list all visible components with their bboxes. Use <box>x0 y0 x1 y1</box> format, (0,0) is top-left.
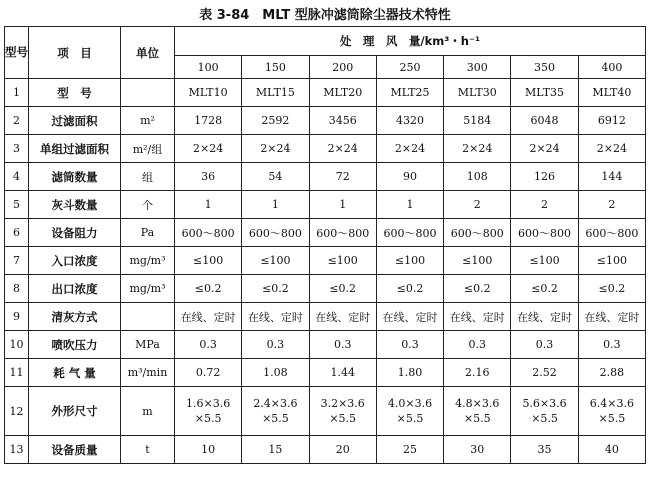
row-number: 13 <box>5 436 29 464</box>
row-value: 36 <box>175 163 242 191</box>
row-unit: Pa <box>121 219 175 247</box>
table-row <box>5 135 646 163</box>
row-value: 600～800 <box>242 219 309 247</box>
row-value: MLT25 <box>376 79 443 107</box>
table-row <box>5 219 646 247</box>
row-value: ≤0.2 <box>309 275 376 303</box>
row-value: 在线、定时 <box>309 303 376 331</box>
row-item: 单组过滤面积 <box>29 135 121 163</box>
row-item: 型 号 <box>29 79 121 107</box>
row-value: 0.3 <box>444 331 511 359</box>
row-value: MLT30 <box>444 79 511 107</box>
row-item: 滤筒数量 <box>29 163 121 191</box>
header-unit: 单位 <box>121 27 175 79</box>
table-title: 表 3-84 MLT 型脉冲滤筒除尘器技术特性 <box>199 8 451 23</box>
row-value: 0.3 <box>376 331 443 359</box>
row-number: 2 <box>5 107 29 135</box>
table-row <box>5 275 646 303</box>
row-unit: t <box>121 436 175 464</box>
row-value: ≤100 <box>511 247 578 275</box>
row-item: 耗 气 量 <box>29 359 121 387</box>
row-value: ≤100 <box>444 247 511 275</box>
row-value: 600～800 <box>175 219 242 247</box>
row-value: 2×24 <box>376 135 443 163</box>
row-item: 设备质量 <box>29 436 121 464</box>
table-row <box>5 331 646 359</box>
row-value: ≤0.2 <box>578 275 645 303</box>
row-number: 5 <box>5 191 29 219</box>
row-value: MLT15 <box>242 79 309 107</box>
row-value: 2×24 <box>511 135 578 163</box>
row-value: 在线、定时 <box>578 303 645 331</box>
row-value: 2 <box>511 191 578 219</box>
row-value: 600～800 <box>578 219 645 247</box>
row-value: 1 <box>376 191 443 219</box>
row-value: 600～800 <box>376 219 443 247</box>
row-unit: m³/min <box>121 359 175 387</box>
row-value: 4.0×3.6 ×5.5 <box>376 387 443 436</box>
row-value: 在线、定时 <box>511 303 578 331</box>
row-value: 2×24 <box>242 135 309 163</box>
row-value: 40 <box>578 436 645 464</box>
row-item: 入口浓度 <box>29 247 121 275</box>
row-value: 126 <box>511 163 578 191</box>
row-value: 0.3 <box>175 331 242 359</box>
row-value: ≤100 <box>309 247 376 275</box>
row-value: 在线、定时 <box>376 303 443 331</box>
row-value: 54 <box>242 163 309 191</box>
row-value: 2.16 <box>444 359 511 387</box>
table-row <box>5 359 646 387</box>
header-airflow-value: 100 <box>175 56 242 79</box>
row-value: 2×24 <box>444 135 511 163</box>
row-value: ≤100 <box>376 247 443 275</box>
row-value: 0.72 <box>175 359 242 387</box>
row-value: 4.8×3.6 ×5.5 <box>444 387 511 436</box>
row-value: 2.88 <box>578 359 645 387</box>
header-airflow-value: 400 <box>578 56 645 79</box>
row-number: 4 <box>5 163 29 191</box>
row-number: 10 <box>5 331 29 359</box>
header-airflow-value: 250 <box>376 56 443 79</box>
header-airflow-value: 350 <box>511 56 578 79</box>
row-value: MLT40 <box>578 79 645 107</box>
row-unit: m²/组 <box>121 135 175 163</box>
table-row <box>5 107 646 135</box>
row-item: 喷吹压力 <box>29 331 121 359</box>
row-item: 设备阻力 <box>29 219 121 247</box>
row-value: 2.4×3.6 ×5.5 <box>242 387 309 436</box>
row-value: ≤100 <box>578 247 645 275</box>
row-value: ≤100 <box>242 247 309 275</box>
table-row <box>5 79 646 107</box>
row-item: 灰斗数量 <box>29 191 121 219</box>
row-value: 90 <box>376 163 443 191</box>
row-value: ≤0.2 <box>242 275 309 303</box>
row-value: 6.4×3.6 ×5.5 <box>578 387 645 436</box>
header-item: 项 目 <box>29 27 121 79</box>
table-header <box>5 27 646 79</box>
row-value: 1728 <box>175 107 242 135</box>
row-value: 2×24 <box>309 135 376 163</box>
row-number: 11 <box>5 359 29 387</box>
table-row <box>5 436 646 464</box>
table-row <box>5 191 646 219</box>
row-unit <box>121 303 175 331</box>
row-value: ≤0.2 <box>444 275 511 303</box>
row-value: ≤0.2 <box>376 275 443 303</box>
row-value: MLT35 <box>511 79 578 107</box>
row-number: 3 <box>5 135 29 163</box>
row-value: MLT20 <box>309 79 376 107</box>
row-unit: MPa <box>121 331 175 359</box>
row-value: 3.2×3.6 ×5.5 <box>309 387 376 436</box>
header-airflow-value: 150 <box>242 56 309 79</box>
row-value: 2592 <box>242 107 309 135</box>
row-value: ≤100 <box>175 247 242 275</box>
row-value: 2×24 <box>175 135 242 163</box>
row-value: 30 <box>444 436 511 464</box>
row-value: 1 <box>242 191 309 219</box>
row-value: ≤0.2 <box>511 275 578 303</box>
row-item: 过滤面积 <box>29 107 121 135</box>
row-value: 4320 <box>376 107 443 135</box>
row-unit: 组 <box>121 163 175 191</box>
row-value: 1 <box>175 191 242 219</box>
header-no: 型号 <box>5 27 29 79</box>
row-value: 5.6×3.6 ×5.5 <box>511 387 578 436</box>
row-number: 8 <box>5 275 29 303</box>
row-number: 9 <box>5 303 29 331</box>
spec-table <box>4 26 646 464</box>
row-value: 在线、定时 <box>175 303 242 331</box>
row-value: 0.3 <box>511 331 578 359</box>
row-value: MLT10 <box>175 79 242 107</box>
row-value: 25 <box>376 436 443 464</box>
row-value: 600～800 <box>309 219 376 247</box>
row-value: 15 <box>242 436 309 464</box>
row-value: 2.52 <box>511 359 578 387</box>
row-value: 1.44 <box>309 359 376 387</box>
row-value: 2×24 <box>578 135 645 163</box>
row-item: 外形尺寸 <box>29 387 121 436</box>
row-value: 72 <box>309 163 376 191</box>
row-number: 1 <box>5 79 29 107</box>
row-value: 3456 <box>309 107 376 135</box>
row-value: 600～800 <box>444 219 511 247</box>
header-airflow-value: 300 <box>444 56 511 79</box>
row-value: 1.80 <box>376 359 443 387</box>
row-unit: mg/m³ <box>121 247 175 275</box>
row-value: 35 <box>511 436 578 464</box>
table-row <box>5 247 646 275</box>
row-unit: 个 <box>121 191 175 219</box>
row-value: 2 <box>444 191 511 219</box>
row-value: ≤0.2 <box>175 275 242 303</box>
row-value: 144 <box>578 163 645 191</box>
row-value: 5184 <box>444 107 511 135</box>
header-airflow-value: 200 <box>309 56 376 79</box>
row-number: 6 <box>5 219 29 247</box>
row-unit: mg/m³ <box>121 275 175 303</box>
row-value: 1 <box>309 191 376 219</box>
row-value: 6912 <box>578 107 645 135</box>
table-row <box>5 163 646 191</box>
row-value: 在线、定时 <box>242 303 309 331</box>
table-row <box>5 387 646 436</box>
row-value: 10 <box>175 436 242 464</box>
row-value: 108 <box>444 163 511 191</box>
row-value: 1.6×3.6 ×5.5 <box>175 387 242 436</box>
row-item: 出口浓度 <box>29 275 121 303</box>
table-row <box>5 303 646 331</box>
row-number: 7 <box>5 247 29 275</box>
table-body <box>5 79 646 464</box>
row-value: 20 <box>309 436 376 464</box>
row-unit <box>121 79 175 107</box>
row-value: 0.3 <box>309 331 376 359</box>
row-value: 6048 <box>511 107 578 135</box>
header-airflow: 处 理 风 量/km³・h⁻¹ <box>175 27 646 56</box>
row-item: 清灰方式 <box>29 303 121 331</box>
row-value: 0.3 <box>578 331 645 359</box>
row-value: 在线、定时 <box>444 303 511 331</box>
row-value: 1.08 <box>242 359 309 387</box>
row-number: 12 <box>5 387 29 436</box>
row-value: 2 <box>578 191 645 219</box>
row-value: 600～800 <box>511 219 578 247</box>
row-unit: m <box>121 387 175 436</box>
row-value: 0.3 <box>242 331 309 359</box>
row-unit: m² <box>121 107 175 135</box>
